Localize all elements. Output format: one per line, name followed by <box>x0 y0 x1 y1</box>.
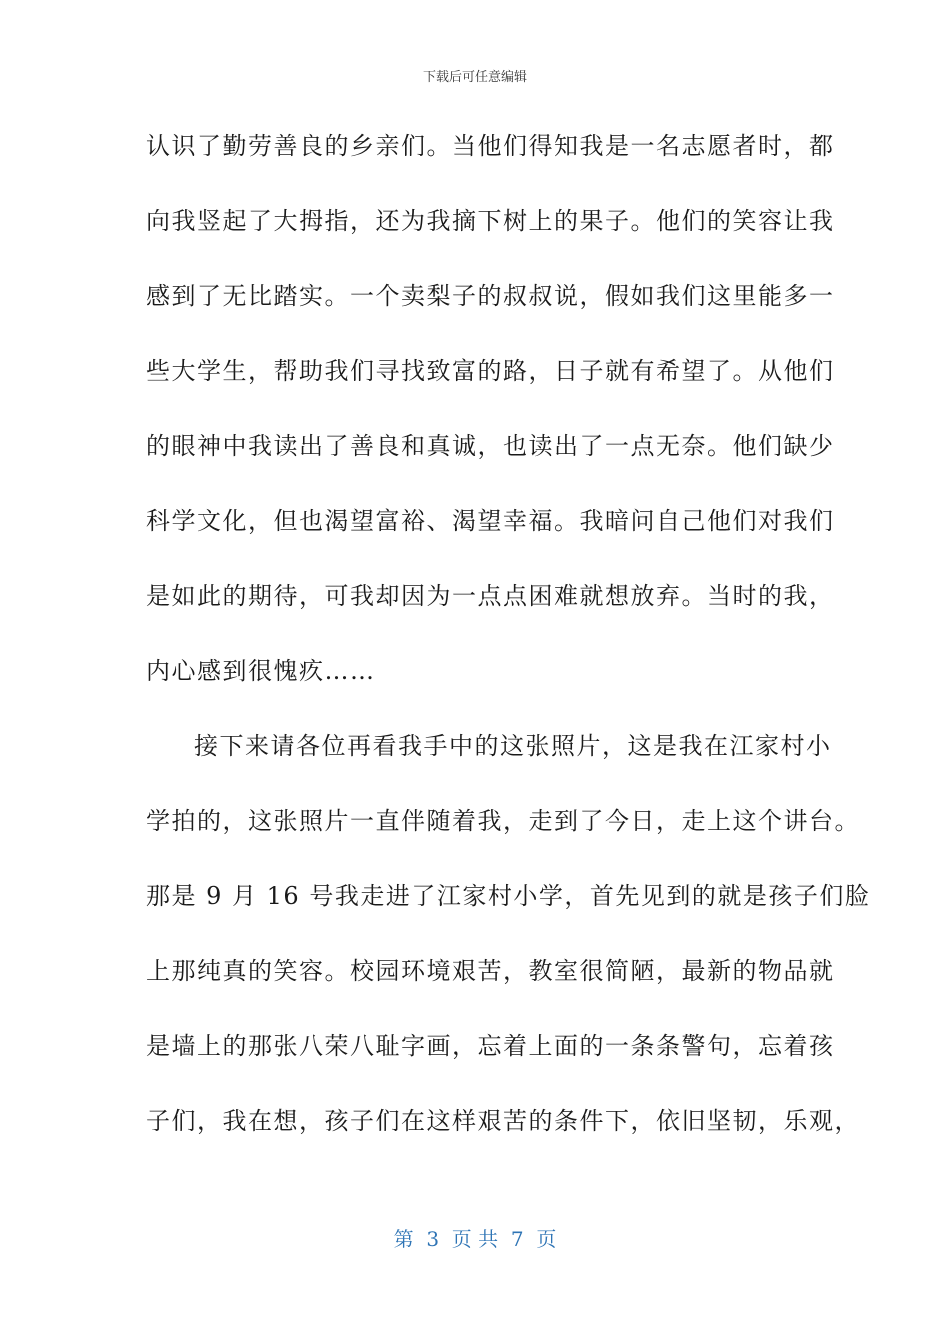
text-line: 内心感到很愧疚…… <box>146 657 376 685</box>
text-line: 学拍的，这张照片一直伴随着我，走到了今日，走上这个讲台。 <box>146 807 860 835</box>
text-line: 是如此的期待，可我却因为一点点困难就想放弃。当时的我， <box>146 582 835 610</box>
text-line: 子们，我在想，孩子们在这样艰苦的条件下，依旧坚韧，乐观， <box>146 1107 860 1135</box>
text-line: 那是 9 月 16 号我走进了江家村小学，首先见到的就是孩子们脸 <box>146 882 871 910</box>
page-header: 下载后可任意编辑 <box>422 70 527 85</box>
text-line: 的眼神中我读出了善良和真诚，也读出了一点无奈。他们缺少 <box>146 432 835 460</box>
text-line: 是墙上的那张八荣八耻字画，忘着上面的一条条警句，忘着孩 <box>146 1032 835 1060</box>
text-line: 些大学生，帮助我们寻找致富的路，日子就有希望了。从他们 <box>146 357 835 385</box>
text-line: 向我竖起了大拇指，还为我摘下树上的果子。他们的笑容让我 <box>146 207 835 235</box>
document-body <box>146 121 871 1171</box>
text-line: 科学文化，但也渴望富裕、渴望幸福。我暗问自己他们对我们 <box>146 507 835 535</box>
text-line: 认识了勤劳善良的乡亲们。当他们得知我是一名志愿者时，都 <box>146 132 835 160</box>
page-number-footer: 第 3 页 共 7 页 <box>393 1227 557 1251</box>
paragraph-start-line: 接下来请各位再看我手中的这张照片，这是我在江家村小 <box>194 732 832 760</box>
text-line: 感到了无比踏实。一个卖梨子的叔叔说，假如我们这里能多一 <box>146 282 835 310</box>
text-line: 上那纯真的笑容。校园环境艰苦，教室很简陋，最新的物品就 <box>146 957 835 985</box>
